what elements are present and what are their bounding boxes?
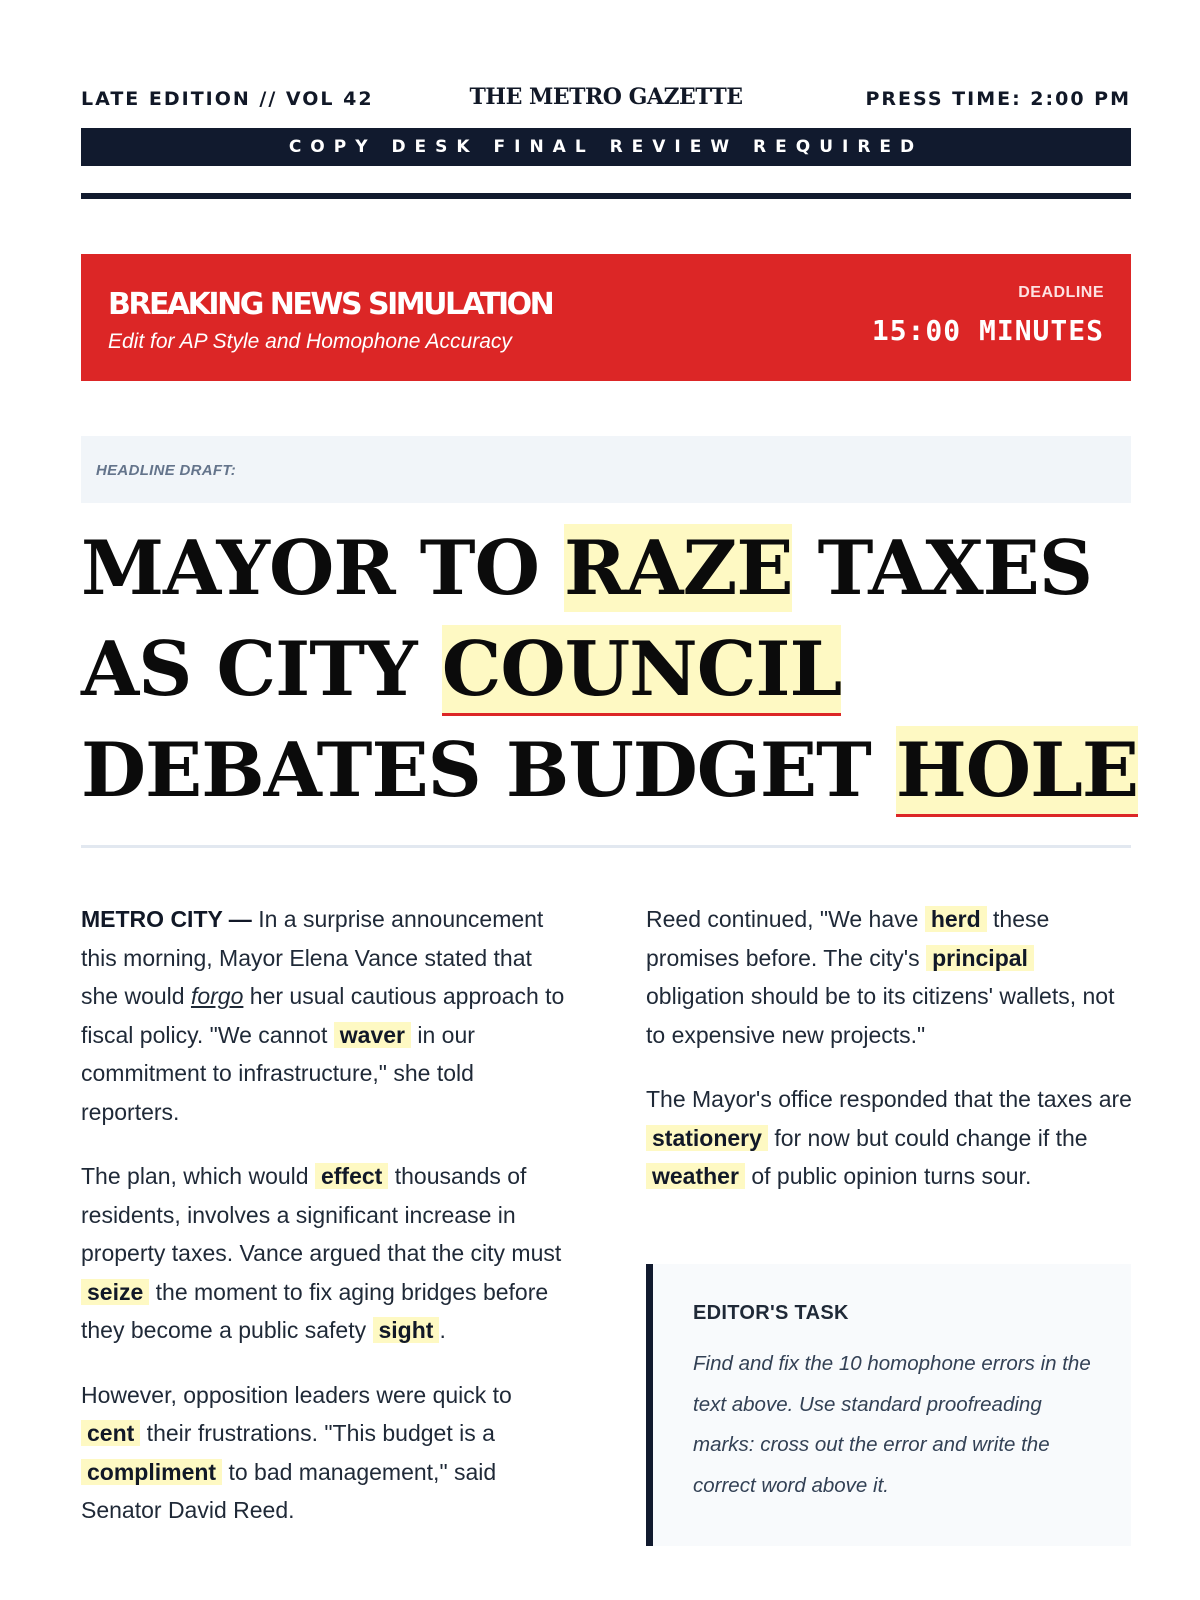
headline-divider: [81, 845, 1131, 848]
article-column-left: [81, 900, 569, 1556]
edition-label: LATE EDITION // VOL 42: [81, 88, 374, 110]
article-paragraph: [81, 1157, 569, 1350]
task-instructions: Find and fix the 10 homophone errors in the text above. Use standard proofreading marks: cross out the error and write the correct word above it.: [693, 1352, 1091, 1497]
masthead-divider: [81, 193, 1131, 199]
breaking-news-alert: [81, 254, 1131, 381]
body-text: However, opposition leaders were quick to: [81, 1381, 512, 1408]
body-text: The plan, which would: [81, 1163, 315, 1189]
homophone-word[interactable]: stationery: [646, 1125, 768, 1151]
deadline-timer: 15:00 MINUTES: [871, 314, 1104, 347]
headline: [81, 518, 1181, 821]
body-text: the moment to fix aging bridges before they become a public safety: [81, 1278, 549, 1343]
body-text: Reed continued, "We have: [646, 906, 925, 932]
body-text: for now but could change if the: [767, 1124, 1088, 1151]
homophone-word[interactable]: weather: [646, 1163, 745, 1189]
emphasized-word: forgo: [190, 983, 244, 1009]
article-paragraph: [646, 1080, 1134, 1196]
headline-text: MAYOR TO: [81, 524, 565, 612]
homophone-word[interactable]: seize: [81, 1279, 149, 1305]
body-text: their frustrations. "This budget is a: [140, 1420, 495, 1446]
paper-name: THE METRO GAZETTE: [469, 84, 743, 110]
article-paragraph: [646, 900, 1134, 1054]
masthead: [81, 84, 1131, 114]
body-text: The Mayor's office responded that the taxes are: [646, 1086, 1132, 1112]
article-paragraph: [81, 900, 569, 1131]
headline-text: TAXES AS CITY: [81, 524, 1093, 713]
headline-text: DEBATES BUDGET: [81, 726, 896, 814]
review-banner: COPY DESK FINAL REVIEW REQUIRED: [81, 128, 1131, 166]
body-text: of public opinion turns sour.: [744, 1163, 1032, 1189]
dateline: METRO CITY —: [81, 906, 252, 932]
deadline-label: DEADLINE: [1018, 284, 1104, 301]
headline-error-word[interactable]: COUNCIL: [442, 625, 842, 716]
headline-draft-bar: [81, 436, 1131, 503]
alert-title: BREAKING NEWS SIMULATION: [108, 287, 553, 322]
body-text: in our commitment to infrastructure," she told reporters.: [81, 1021, 475, 1125]
body-text: thousands of residents, involves a significant increase in property taxes. Vance argued that the city must: [81, 1163, 562, 1266]
press-time: PRESS TIME: 2:00 PM: [865, 88, 1131, 110]
homophone-word[interactable]: principal: [926, 945, 1034, 971]
body-text: In a surprise announcement this morning, Mayor Elena Vance stated that she would: [81, 906, 544, 1009]
body-text: obligation should be to its citizens' wallets, not to expensive new projects.": [646, 983, 1115, 1048]
homophone-word[interactable]: waver: [334, 1022, 411, 1048]
homophone-word[interactable]: effect: [315, 1163, 388, 1189]
homophone-word[interactable]: cent: [81, 1420, 140, 1446]
homophone-word[interactable]: compliment: [81, 1459, 222, 1485]
body-text: .: [439, 1317, 446, 1343]
task-title: EDITOR'S TASK: [693, 1302, 849, 1324]
headline-error-word[interactable]: HOLE: [896, 726, 1138, 817]
alert-subtitle: Edit for AP Style and Homophone Accuracy: [108, 330, 512, 353]
article-column-right: [646, 900, 1134, 1222]
headline-error-word[interactable]: RAZE: [564, 524, 793, 612]
body-text: to bad management," said Senator David Reed.: [81, 1458, 497, 1523]
headline-draft-label: HEADLINE DRAFT:: [96, 462, 237, 479]
editors-task-box: [646, 1264, 1131, 1546]
homophone-word[interactable]: herd: [925, 906, 987, 932]
body-text: these promises before. The city's: [646, 906, 1050, 971]
homophone-word[interactable]: sight: [373, 1317, 440, 1343]
article-paragraph: [81, 1376, 569, 1530]
body-text: her usual cautious approach to fiscal policy. "We cannot: [81, 983, 565, 1048]
